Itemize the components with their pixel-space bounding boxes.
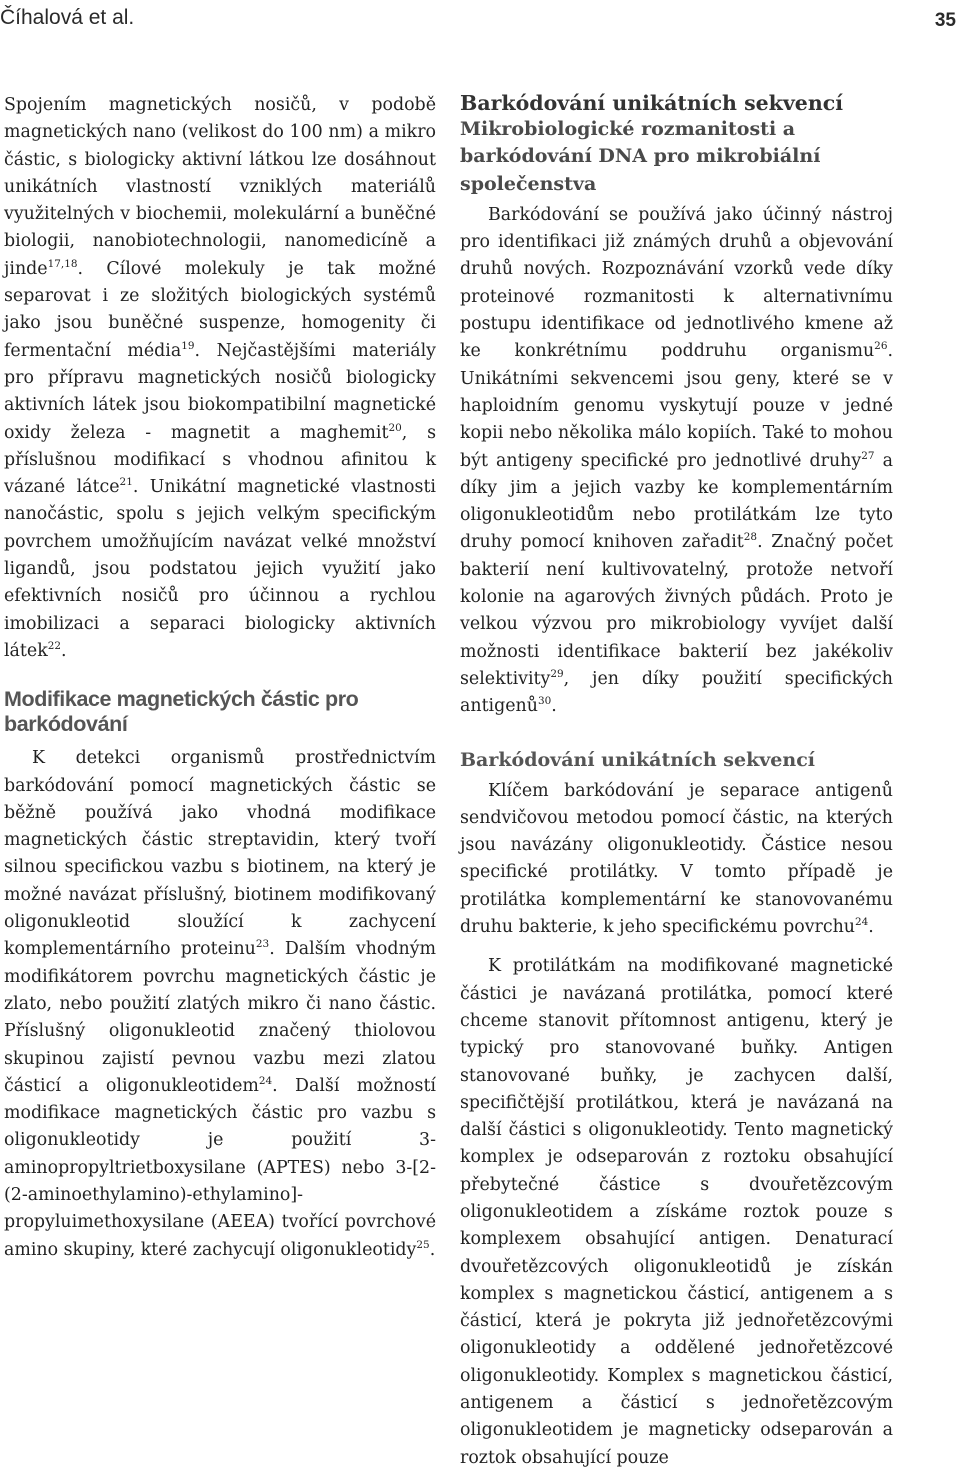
citation-ref: 26 xyxy=(874,340,888,353)
citation-ref: 28 xyxy=(743,531,758,544)
right-column xyxy=(460,90,893,1472)
citation-ref: 24 xyxy=(854,916,869,929)
barcoding-paragraph: Barkódování se používá jako účinný nástroj pro identifikaci již známých druhů a objevování druhů nových. Rozpoznávání vzorků vede díky proteinové rozmanitosti k alternativnímu postupu identifikace od jednotlivého kmene až ke konkrétnímu poddruhu organismu$^{26}$. Unikátními sekvencemi jsou geny, které se v haploidním genomu vyskytují pouze v jedné kopii nebo několika málo kopiích. Také to mohou být antigeny specifické pro jednotlivé druhy$^{27}$ a díky jim a jejich vazby ke komplementárním oligonukleotidům nebo protilátkám lze tyto druhy pomocí knihoven zařadit$^{28}$. Značný počet bakterií není kultivovatelný, protože netvoří kolonie na agarových živných půdách. Proto je velkou výzvou pro mikrobiology vyvíjet další možnosti identifikace bakterií bez jakékoliv selektivity$^{29}$, jen díky použití specifických antigenů$^{30}$. xyxy=(460,204,893,717)
citation-ref: 21 xyxy=(119,476,133,489)
citation-ref: 23 xyxy=(255,938,270,951)
antibody-paragraph: K protilátkám na modifikované magnetické částici je navázaná protilátka, pomocí které chceme stanovit přítomnost antigenu, který je typický pro stanovované buňky. Antigen stanovované buňky, je zachycen další, specifičtější protilátkou, která je navázaná na další částici s oligonukleotidy. Tento magnetický komplex je odseparován z roztoku obsahující přebytečné částice s dvouřetězcovým oligonukleotidem a získáme roztok pouze s komplexem obsahující antigen. Denaturací dvouřetězcových oligonukleotidů je získán komplex s magnetickou částicí, antigenem a s částicí, která je pokryta již jednořetězcovými oligonukleotidy a oddělené jednořetězcové oligonukleotidy. Komplex s magnetickou částicí, antigenem a částicí s jednořetězcovým oligonukleotidem je magneticky odseparován a roztok obsahující pouze xyxy=(460,956,893,1468)
section-subheading-microbial: Mikrobiologické rozmanitosti a barkódování DNA pro mikrobiální společenstva xyxy=(460,118,821,195)
sandwich-paragraph: Klíčem barkódování je separace antigenů sendvičovou metodou pomocí částic, na kterých jsou navázány oligonukleotidy. Částice nesou specifické protilátky. V tomto případě je protilátka komplementární ke stanovovanému druhu bakterie, k jeho specifickému povrchu$^{24}$. xyxy=(460,780,893,938)
citation-ref: 27 xyxy=(861,449,875,462)
citation-ref: 19 xyxy=(181,339,195,352)
intro-paragraph: Spojením magnetických nosičů, v podobě magnetických nano (velikost do 100 nm) a mikro částic, s biologicky aktivní látkou lze dosáhnout unikátních vlastností vzniklých materiálů využitelných v biochemii, molekulární a buněčné biologii, nanobiotechnologii, nanomedicíně a jinde$^{17,18}$. Cílové molekuly je tak možné separovat i ze složitých biologických systémů jako jsou buněčné suspenze, homogenity či fermentační média$^{19}$. Nejčastějšími materiály pro přípravu magnetických nosičů biologicky aktivních látek jsou biokompatibilní magnetické oxidy železa - magnetit a maghemit$^{20}$, s příslušnou modifikací s vhodnou afinitou k vázané látce$^{21}$. Unikátní magnetické vlastnosti nanočástic, spolu s jejich velkým specifickým povrchem umožňujícím navázat velké množství ligandů, jsou podstatou jejich využití jako efektivních nosičů pro účinnou a rychlou imobilizaci a separaci biologicky aktivních látek$^{22}$. xyxy=(4,95,437,661)
section-heading-modification: Modifikace magnetických částic pro barkódování xyxy=(4,687,359,737)
citation-ref: 22 xyxy=(47,640,62,653)
page-number: 35 xyxy=(934,10,956,31)
citation-ref: 30 xyxy=(537,695,552,708)
left-column xyxy=(4,92,436,1264)
citation-ref: 20 xyxy=(388,421,402,434)
citation-ref: 24 xyxy=(258,1075,273,1087)
citation-ref: 25 xyxy=(416,1238,430,1251)
modification-paragraph: K detekci organismů prostřednictvím barkódování pomocí magnetických částic se běžně používá jako vhodná modifikace magnetických částic streptavidin, který tvoří silnou specifickou vazbu s biotinem, na který je možné navázat příslušný, biotinem modifikovaný oligonukleotid sloužící k zachycení komplementárního proteinu$^{23}$. Dalším vhodným modifikátorem povrchu magnetických částic je zlato, nebo použití zlatých mikro či nano částic. Příslušný oligonukleotid značený thiolovou skupinou zajistí pevnou vazbu mezi zlatou částicí a oligonukleotidem$^{24}$. Další možností modifikace magnetických částic pro vazbu s oligonukleotidy je použití 3-aminopropyltrietboxysilane (APTES) nebo 3-[2-(2-aminoethylamino)-ethylamino]-propyluimethoxysilane (AEEA) tvořící povrchové amino skupiny, které zachycují oligonukleotidy$^{25}$. xyxy=(4,748,437,1260)
citation-ref: 29 xyxy=(550,668,564,681)
citation-ref: 17,18 xyxy=(47,257,78,270)
running-title: Číhalová et al. xyxy=(0,6,135,29)
section-heading-barcoding: Barkódování unikátních sekvencí xyxy=(460,91,844,115)
section-heading-unique-sequences: Barkódování unikátních sekvencí xyxy=(460,748,815,771)
